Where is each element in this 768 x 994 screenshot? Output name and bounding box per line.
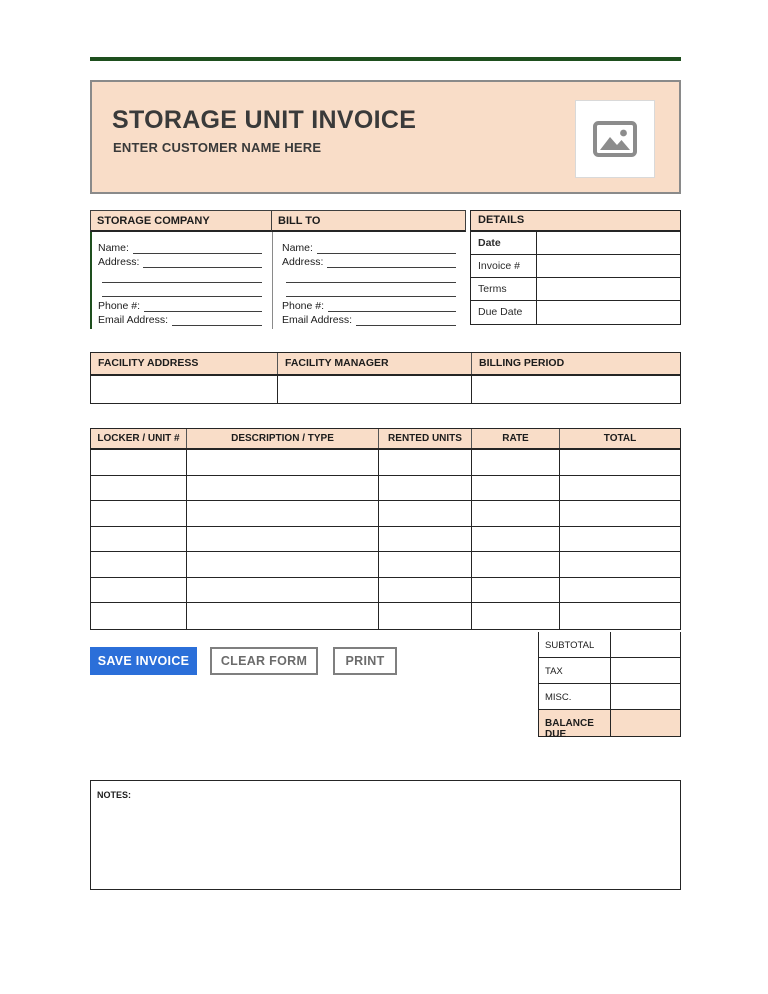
facility-address-value-cell[interactable] — [91, 376, 278, 403]
item-cell[interactable] — [379, 552, 472, 577]
col-header-locker-unit: LOCKER / UNIT # — [91, 429, 187, 448]
col-header-rented-units: RENTED UNITS — [379, 429, 472, 448]
item-cell[interactable] — [472, 476, 560, 501]
item-cell[interactable] — [91, 450, 187, 475]
subtotal-value-cell[interactable] — [611, 632, 680, 657]
customer-name-field[interactable]: ENTER CUSTOMER NAME HERE — [113, 140, 322, 155]
details-row-date: Date — [471, 232, 680, 255]
write-in-line — [172, 315, 262, 326]
print-button[interactable]: PRINT — [333, 647, 397, 675]
item-cell[interactable] — [560, 603, 680, 629]
billing-period-header: BILLING PERIOD — [479, 357, 565, 369]
item-cell[interactable] — [560, 578, 680, 603]
write-in-line — [328, 301, 456, 312]
logo-placeholder[interactable] — [575, 100, 655, 178]
write-in-line — [327, 257, 456, 268]
item-cell[interactable] — [187, 450, 379, 475]
item-cell[interactable] — [379, 578, 472, 603]
item-cell[interactable] — [187, 603, 379, 629]
item-row — [91, 476, 680, 502]
tax-value-cell[interactable] — [611, 658, 680, 683]
col-header-total: TOTAL — [603, 433, 637, 444]
save-invoice-button[interactable]: SAVE INVOICE — [90, 647, 197, 675]
item-cell[interactable] — [379, 603, 472, 629]
balance-due-value-cell[interactable] — [611, 710, 680, 736]
details-row-due-date: Due Date — [471, 301, 680, 324]
item-cell[interactable] — [91, 578, 187, 603]
details-row-terms: Terms — [471, 278, 680, 301]
item-cell[interactable] — [472, 603, 560, 629]
item-cell[interactable] — [187, 527, 379, 552]
field-billto-address-line3[interactable] — [282, 283, 456, 298]
item-cell[interactable] — [91, 552, 187, 577]
item-cell[interactable] — [472, 450, 560, 475]
write-in-line — [286, 272, 456, 283]
item-cell[interactable] — [379, 501, 472, 526]
page-title: STORAGE UNIT INVOICE — [112, 106, 417, 134]
item-cell[interactable] — [560, 527, 680, 552]
field-billto-name[interactable]: Name: — [282, 239, 456, 254]
tax-row: TAX — [539, 658, 680, 684]
invoice-number-value-cell[interactable] — [537, 255, 680, 277]
field-billto-address[interactable]: Address: — [282, 254, 456, 269]
item-cell[interactable] — [91, 476, 187, 501]
item-cell[interactable] — [187, 552, 379, 577]
item-cell[interactable] — [91, 603, 187, 629]
terms-value-cell[interactable] — [537, 278, 680, 300]
notes-label: NOTES: — [97, 790, 132, 800]
field-billto-phone[interactable]: Phone #: — [282, 297, 456, 312]
clear-form-button[interactable]: CLEAR FORM — [210, 647, 318, 675]
line-items-table — [90, 428, 681, 630]
col-header-rate: RATE — [472, 429, 560, 448]
write-in-line — [286, 286, 456, 297]
write-in-line — [133, 243, 262, 254]
item-cell[interactable] — [379, 527, 472, 552]
field-company-email[interactable]: Email Address: — [98, 312, 262, 327]
field-company-phone[interactable]: Phone #: — [98, 297, 262, 312]
image-icon — [593, 121, 637, 157]
misc-row: MISC. — [539, 684, 680, 710]
facility-address-header: FACILITY ADDRESS — [91, 353, 278, 374]
item-cell[interactable] — [187, 476, 379, 501]
storage-company-fields — [90, 232, 272, 329]
item-cell[interactable] — [379, 450, 472, 475]
facility-section — [90, 352, 681, 404]
item-cell[interactable] — [187, 578, 379, 603]
company-billto-section — [90, 210, 466, 329]
billing-period-value-cell[interactable] — [472, 376, 680, 403]
item-cell[interactable] — [91, 501, 187, 526]
item-cell[interactable] — [472, 501, 560, 526]
facility-manager-value-cell[interactable] — [278, 376, 472, 403]
write-in-line — [356, 315, 456, 326]
invoice-header — [90, 80, 681, 194]
item-cell[interactable] — [379, 476, 472, 501]
item-cell[interactable] — [560, 501, 680, 526]
storage-company-header: STORAGE COMPANY — [90, 210, 272, 232]
due-date-value-cell[interactable] — [537, 301, 680, 324]
item-cell[interactable] — [472, 552, 560, 577]
item-cell[interactable] — [560, 476, 680, 501]
write-in-line — [144, 301, 262, 312]
field-company-address-line2[interactable] — [98, 268, 262, 283]
details-section — [470, 210, 681, 325]
details-header: DETAILS — [471, 211, 680, 232]
details-row-invoice: Invoice # — [471, 255, 680, 278]
write-in-line — [102, 272, 262, 283]
notes-area[interactable] — [90, 780, 681, 890]
field-billto-address-line2[interactable] — [282, 268, 456, 283]
subtotal-row: SUBTOTAL — [539, 632, 680, 658]
field-billto-email[interactable]: Email Address: — [282, 312, 456, 327]
item-cell[interactable] — [560, 450, 680, 475]
item-cell[interactable] — [560, 552, 680, 577]
item-cell[interactable] — [472, 578, 560, 603]
col-header-description-type: DESCRIPTION / TYPE — [187, 429, 379, 448]
misc-value-cell[interactable] — [611, 684, 680, 709]
item-row — [91, 603, 680, 629]
balance-due-row: BALANCE DUE — [539, 710, 680, 736]
top-divider — [90, 57, 681, 61]
date-value-cell[interactable] — [537, 232, 680, 254]
item-cell[interactable] — [187, 501, 379, 526]
item-row — [91, 527, 680, 553]
write-in-line — [317, 243, 456, 254]
item-row — [91, 450, 680, 476]
field-company-address[interactable]: Address: — [98, 254, 262, 269]
item-cell[interactable] — [472, 527, 560, 552]
bill-to-header: BILL TO — [272, 210, 466, 232]
field-company-address-line3[interactable] — [98, 283, 262, 298]
item-row — [91, 552, 680, 578]
field-company-name[interactable]: Name: — [98, 239, 262, 254]
facility-manager-header: FACILITY MANAGER — [278, 353, 472, 374]
item-cell[interactable] — [91, 527, 187, 552]
write-in-line — [102, 286, 262, 297]
bill-to-fields — [272, 232, 466, 329]
write-in-line — [143, 257, 262, 268]
item-row — [91, 578, 680, 604]
totals-section — [538, 632, 681, 740]
item-row — [91, 501, 680, 527]
